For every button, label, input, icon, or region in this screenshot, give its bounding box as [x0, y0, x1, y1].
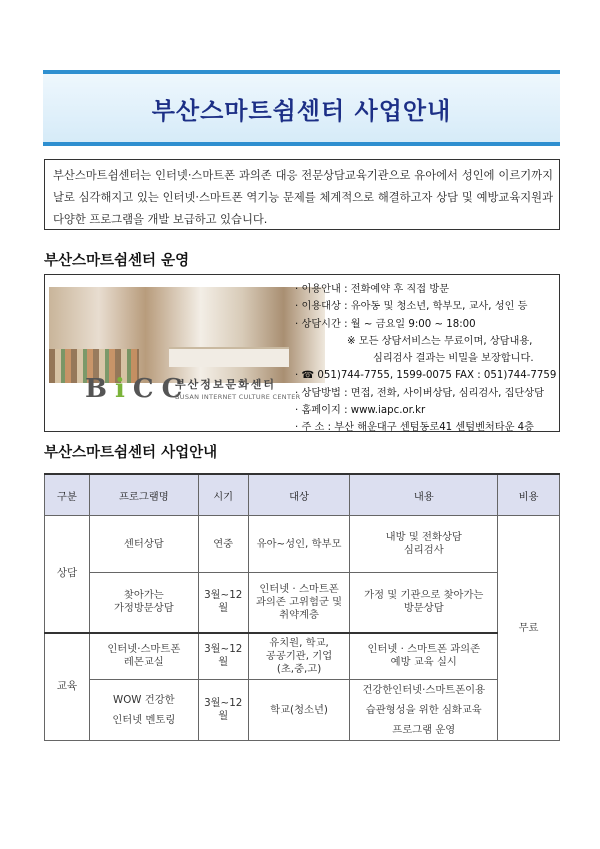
program-cell: 인터넷·스마트폰 레몬교실: [89, 633, 198, 680]
target-cell: 인터넷 · 스마트폰 과의존 고위험군 및 취약계층: [248, 573, 350, 633]
section-title-business: 부산스마트쉼센터 사업안내: [44, 445, 218, 461]
operation-box: [44, 274, 560, 432]
header-category: 구분: [45, 474, 90, 516]
title-banner: [43, 70, 560, 146]
page-title: 부산스마트쉼센터 사업안내: [151, 96, 452, 125]
info-phone: · ☎ 051)744-7755, 1599-0075 FAX : 051)744-7759: [295, 370, 557, 382]
info-usage: · 이용안내 : 전화예약 후 직접 방문: [295, 284, 450, 295]
header-target: 대상: [248, 474, 350, 516]
section-title-operation: 부산스마트쉼센터 운영: [44, 253, 190, 269]
table-row: [45, 680, 560, 741]
content-cell: 건강한인터넷·스마트폰이용 습관형성을 위한 심화교육 프로그램 운영: [350, 680, 498, 741]
info-hours: · 상담시간 : 월 ~ 금요일 9:00 ~ 18:00: [295, 318, 476, 330]
center-photo: [49, 287, 325, 425]
program-cell: 찾아가는 가정방문상담: [89, 573, 198, 633]
period-cell: 연중: [198, 516, 248, 573]
info-target: · 이용대상 : 유아동 및 청소년, 학부모, 교사, 성인 등: [295, 301, 528, 313]
logo-korean-name: 부산정보문화센터: [175, 378, 277, 391]
target-cell: 유아~성인, 학부모: [248, 516, 350, 573]
header-program: 프로그램명: [89, 474, 198, 516]
group-education: 교육: [45, 633, 90, 741]
period-cell: 3월~12월: [198, 573, 248, 633]
group-counseling: 상담: [45, 516, 90, 633]
info-note-2: 심리검사 결과는 비밀을 보장합니다.: [373, 353, 534, 365]
header-cost: 비용: [498, 474, 560, 516]
operation-info: [295, 281, 556, 437]
program-cell: WOW 건강한 인터넷 멘토링: [89, 680, 198, 741]
cost-cell: 무료: [498, 516, 560, 741]
table-row: [45, 633, 560, 680]
bicc-logo: BiCC: [85, 374, 191, 404]
info-note: ※ 모든 상담서비스는 무료이며, 상담내용,: [347, 335, 533, 347]
header-period: 시기: [198, 474, 248, 516]
table-row: [45, 573, 560, 633]
target-cell: 학교(청소년): [248, 680, 350, 741]
table-row: [45, 516, 560, 573]
period-cell: 3월~12월: [198, 633, 248, 680]
logo-english-name: BUSAN INTERNET CULTURE CENTER: [175, 393, 301, 401]
info-address: · 주 소 : 부산 해운대구 센텀동로41 센텀벤처타운 4층: [295, 422, 535, 434]
info-homepage: · 홈페이지 : www.iapc.or.kr: [295, 405, 426, 417]
content-cell: 인터넷 · 스마트폰 과의존 예방 교육 실시: [350, 633, 498, 680]
business-table: [44, 473, 560, 741]
content-cell: 내방 및 전화상담 심리검사: [350, 516, 498, 573]
info-method: · 상담방법 : 면접, 전화, 사이버상담, 심리검사, 집단상담: [295, 387, 544, 399]
program-cell: 센터상담: [89, 516, 198, 573]
content-cell: 가정 및 기관으로 찾아가는 방문상담: [350, 573, 498, 633]
table-header-row: [45, 474, 560, 516]
header-content: 내용: [350, 474, 498, 516]
target-cell: 유치원, 학교, 공공기관, 기업 (초,중,고): [248, 633, 350, 680]
period-cell: 3월~12월: [198, 680, 248, 741]
intro-box: 부산스마트쉼센터는 인터넷·스마트폰 과의존 대응 전문상담교육기관으로 유아에서 성인에 이르기까지 날로 심각해지고 있는 인터넷·스마트폰 역기능 문제를 체계적으로 해결하고자 상담 및 예방교육지원과 다양한 프로그램을 개발 보급하고 있습니다.: [44, 159, 560, 230]
table-image: [169, 347, 289, 367]
